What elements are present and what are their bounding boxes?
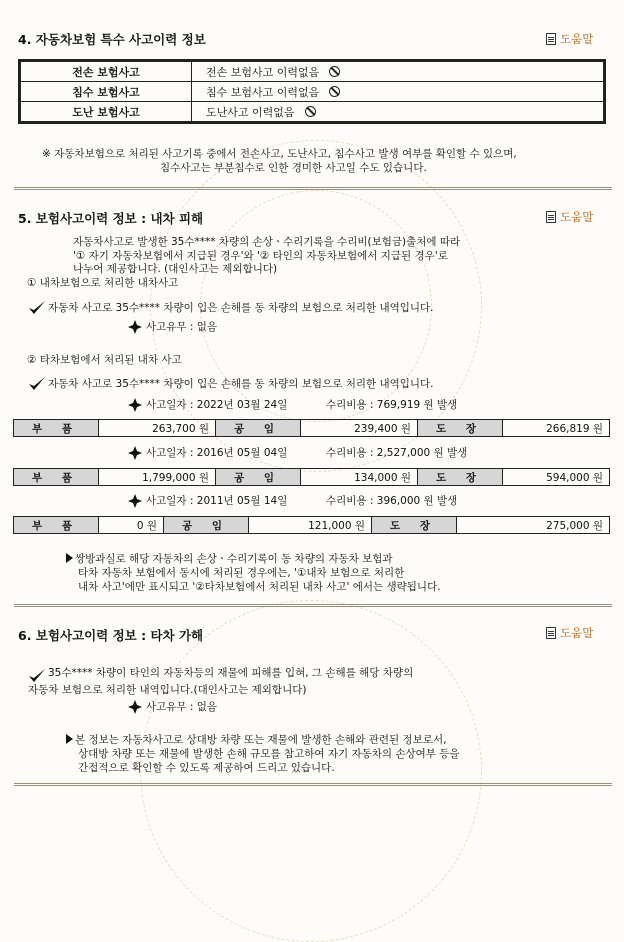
section4-table xyxy=(18,59,606,124)
accident-cost-table xyxy=(13,419,610,437)
row-value: 침수 보험사고 이력없음 xyxy=(206,85,320,99)
section5-help-link[interactable] xyxy=(546,209,593,225)
section6-title: 6. 보험사고이력 정보 : 타차 가해 xyxy=(18,628,204,643)
diamond-bullet-icon xyxy=(128,700,142,715)
prohibited-icon xyxy=(329,66,340,77)
divider xyxy=(14,187,612,190)
section6-note-line3: 간접적으로 확인할 수 있도록 제공하여 드리고 있습니다. xyxy=(78,762,335,774)
document-icon xyxy=(546,627,556,639)
labor-label: 공 임 xyxy=(216,420,301,437)
labor-label: 공 임 xyxy=(164,517,249,534)
table-row xyxy=(14,420,610,437)
help-label: 도움말 xyxy=(560,32,594,46)
diamond-bullet-icon xyxy=(128,494,142,509)
parts-value: 1,799,000 원 xyxy=(99,469,216,486)
section5-note-line1-wrap xyxy=(66,552,393,566)
parts-value: 0 원 xyxy=(99,517,164,534)
parts-value: 263,700 원 xyxy=(99,420,216,437)
row-label: 침수 보험사고 xyxy=(21,82,192,102)
table-row xyxy=(21,82,604,102)
divider xyxy=(14,604,612,607)
labor-value: 239,400 원 xyxy=(301,420,418,437)
row-value: 도난사고 이력없음 xyxy=(206,105,295,119)
section5-sub1-result: 사고유무 : 없음 xyxy=(146,321,218,333)
section5-intro-line2: '① 자기 자동차보험에서 지급된 경우'와 '② 타인의 자동차보험에서 지급된 경우'로 xyxy=(73,250,448,262)
table-row xyxy=(21,102,604,122)
checkmark-icon xyxy=(28,300,46,319)
section4-note-line2: 침수사고는 부분침수로 인한 경미한 사고일 수도 있습니다. xyxy=(160,162,427,174)
section5-sub2-desc: 자동차 사고로 35수**** 차량이 입은 손해를 동 차량의 보험으로 처리한 내역입니다. xyxy=(48,378,434,390)
table-row xyxy=(21,62,604,82)
paint-value: 594,000 원 xyxy=(503,469,610,486)
arrow-bullet-icon xyxy=(66,734,73,744)
document-icon xyxy=(546,211,556,223)
checkmark-icon xyxy=(28,376,46,395)
section6-note-line1-wrap xyxy=(66,733,446,747)
labor-value: 134,000 원 xyxy=(301,469,418,486)
section5-note-line1: 쌍방과실로 해당 자동차의 손상ㆍ수리기록이 동 차량의 자동차 보험과 xyxy=(75,553,393,565)
help-label: 도움말 xyxy=(560,626,594,640)
accident-cost: 수리비용 : 2,527,000 원 발생 xyxy=(326,447,468,459)
section6-result: 사고유무 : 없음 xyxy=(146,701,218,713)
accident-cost: 수리비용 : 769,919 원 발생 xyxy=(326,399,458,411)
accident-date: 사고일자 : 2016년 05월 04일 xyxy=(146,447,288,459)
diamond-bullet-icon xyxy=(128,398,142,413)
prohibited-icon xyxy=(329,86,340,97)
row-label: 전손 보험사고 xyxy=(21,62,192,82)
section5-note-line2: 타차 자동차 보험에서 동시에 처리된 경우에는, '①내차 보험으로 처리한 xyxy=(78,567,405,579)
paint-label: 도 장 xyxy=(418,469,503,486)
row-value: 전손 보험사고 이력없음 xyxy=(206,65,320,79)
section5-note-line3: 내차 사고'에만 표시되고 '②타차보험에서 처리된 내차 사고' 에서는 생략됩니다. xyxy=(78,581,441,593)
section5-sub2-title: ② 타차보험에서 처리된 내차 사고 xyxy=(27,354,182,366)
accident-cost: 수리비용 : 396,000 원 발생 xyxy=(326,495,458,507)
accident-date: 사고일자 : 2022년 03월 24일 xyxy=(146,399,288,411)
labor-value: 121,000 원 xyxy=(249,517,372,534)
section5-sub1-title: ① 내차보험으로 처리한 내차사고 xyxy=(27,277,179,289)
diamond-bullet-icon xyxy=(128,446,142,461)
divider xyxy=(14,783,612,786)
paint-value: 266,819 원 xyxy=(503,420,610,437)
section5-intro-line1: 자동차사고로 발생한 35수**** 차량의 손상ㆍ수리기록을 수리비(보험금)출처에 따라 xyxy=(73,236,461,248)
table-row xyxy=(14,517,610,534)
parts-label: 부 품 xyxy=(14,469,99,486)
section6-note-line1: 본 정보는 자동차사고로 상대방 차량 또는 재물에 발생한 손해와 관련된 정보로서, xyxy=(75,734,447,746)
paint-value: 275,000 원 xyxy=(457,517,610,534)
section5-intro-line3: 나누어 제공합니다. (대인사고는 제외합니다) xyxy=(73,263,278,275)
parts-label: 부 품 xyxy=(14,517,99,534)
help-label: 도움말 xyxy=(560,210,594,224)
table-row xyxy=(14,469,610,486)
row-label: 도난 보험사고 xyxy=(21,102,192,122)
paint-label: 도 장 xyxy=(418,420,503,437)
diamond-bullet-icon xyxy=(128,320,142,335)
parts-label: 부 품 xyxy=(14,420,99,437)
prohibited-icon xyxy=(305,106,316,117)
section6-desc-line2: 자동차 보험으로 처리한 내역입니다.(대인사고는 제외합니다) xyxy=(28,684,307,696)
labor-label: 공 임 xyxy=(216,469,301,486)
document-icon xyxy=(546,33,556,45)
accident-date: 사고일자 : 2011년 05월 14일 xyxy=(146,495,288,507)
section5-title: 5. 보험사고이력 정보 : 내차 피해 xyxy=(18,211,204,226)
accident-cost-table xyxy=(13,516,610,534)
section6-help-link[interactable] xyxy=(546,625,593,641)
paint-label: 도 장 xyxy=(372,517,457,534)
section6-desc-line1: 35수**** 차량이 타인의 자동차등의 재물에 피해를 입혀, 그 손해를 해당 차량의 xyxy=(48,667,414,679)
section5-sub1-desc: 자동차 사고로 35수**** 차량이 입은 손해를 동 차량의 보험으로 처리한 내역입니다. xyxy=(48,302,434,314)
section4-help-link[interactable] xyxy=(546,31,593,47)
section4-title: 4. 자동차보험 특수 사고이력 정보 xyxy=(18,32,206,47)
section6-note-line2: 상대방 차량 또는 재물에 발생한 손해 규모를 참고하여 자기 자동차의 손상여부 등을 xyxy=(78,748,460,760)
section4-note-line1: ※ 자동차보험으로 처리된 사고기록 중에서 전손사고, 도난사고, 침수사고 발생 여부를 확인할 수 있으며, xyxy=(42,148,517,160)
arrow-bullet-icon xyxy=(66,553,73,563)
accident-cost-table xyxy=(13,468,610,486)
